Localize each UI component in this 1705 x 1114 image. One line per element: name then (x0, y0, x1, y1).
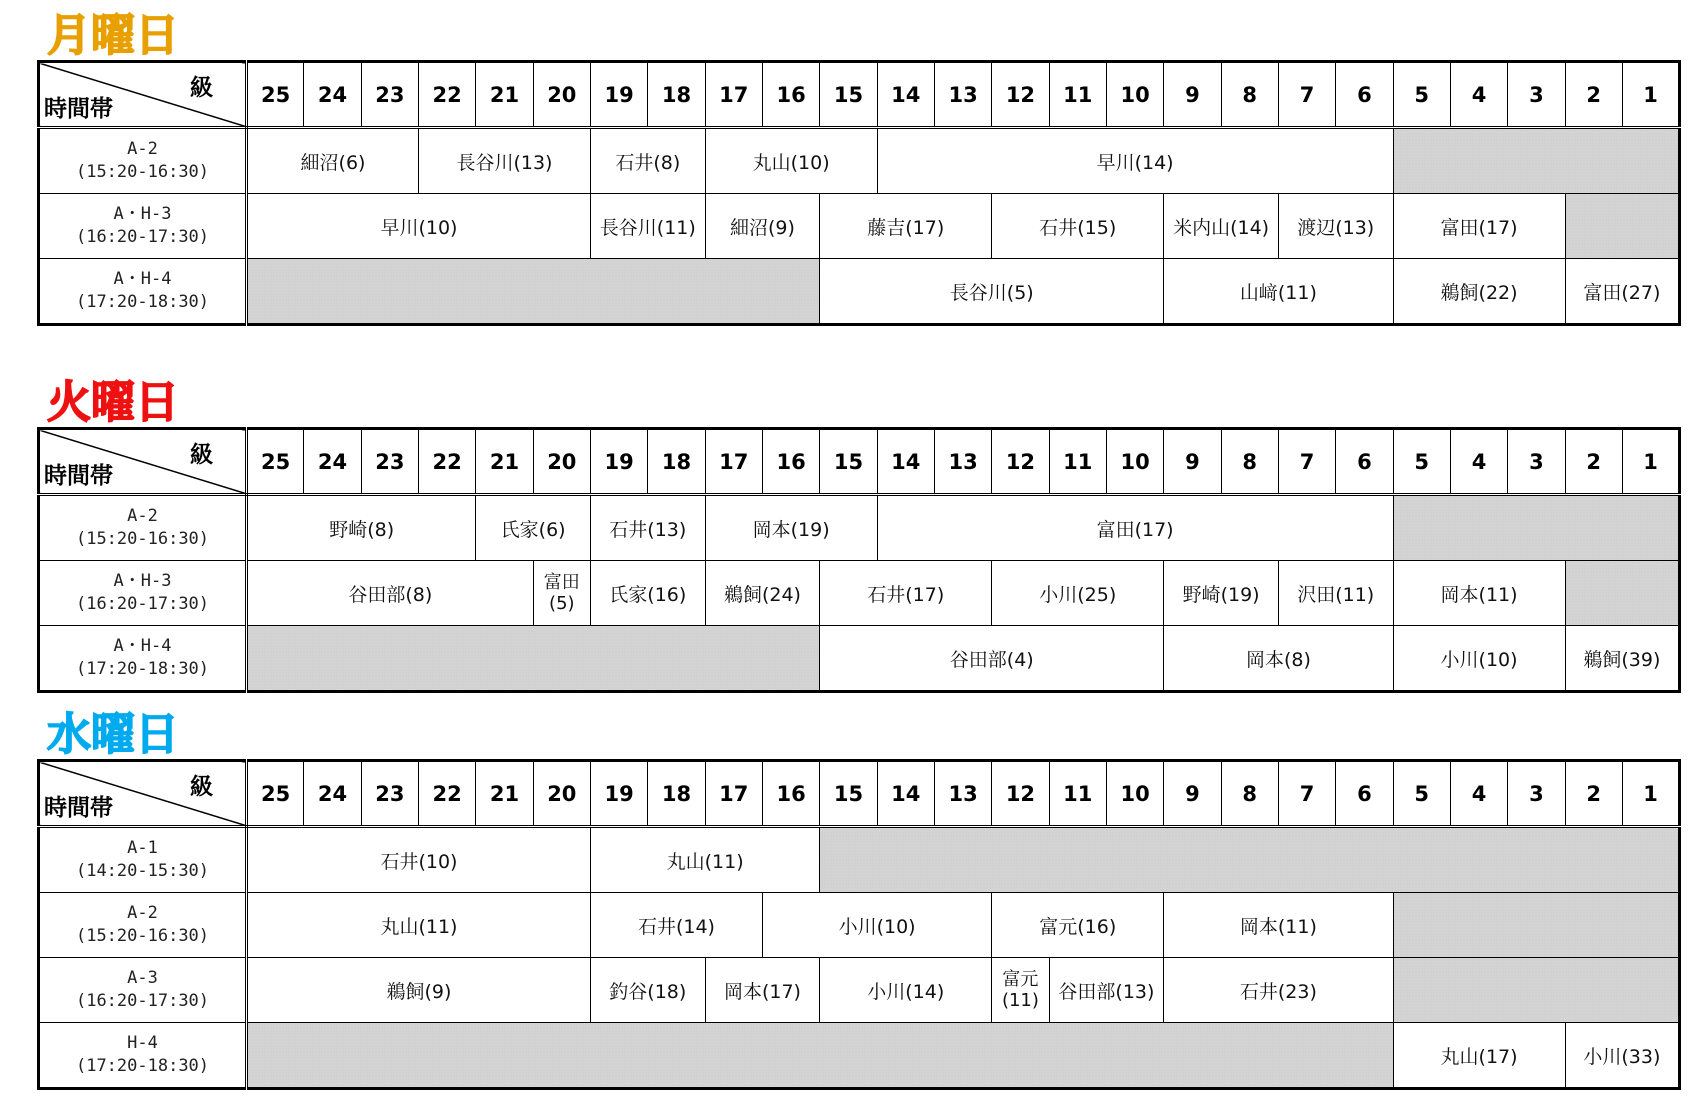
unavailable-cell (1393, 495, 1680, 561)
level-header-cell: 5 (1393, 429, 1450, 495)
instructor-cell: 富田 (5) (533, 561, 590, 626)
instructor-cell: 岡本(8) (1164, 626, 1393, 692)
time-slot-cell (39, 495, 247, 561)
instructor-cell: 早川(10) (247, 194, 591, 259)
level-header-cell: 4 (1450, 429, 1507, 495)
schedule-row (39, 626, 1680, 692)
level-header-cell: 13 (934, 429, 991, 495)
day-title-wednesday: 水曜日 (47, 709, 179, 760)
time-slot-range: (16:20-17:30) (75, 991, 210, 1011)
time-slot-range: (15:20-16:30) (75, 926, 210, 946)
level-header-cell: 16 (762, 62, 819, 128)
instructor-cell: 富元(16) (992, 893, 1164, 958)
unavailable-cell (1393, 128, 1680, 194)
time-header-label: 時間帯 (44, 795, 113, 821)
unavailable-cell (1393, 893, 1680, 958)
level-header-cell: 15 (820, 62, 877, 128)
time-slot-code: A・H-3 (113, 204, 172, 224)
instructor-cell: 氏家(6) (476, 495, 591, 561)
instructor-cell: 長谷川(5) (820, 259, 1164, 325)
day-title-monday: 月曜日 (47, 10, 179, 61)
level-header-cell: 24 (304, 429, 361, 495)
instructor-cell: 細沼(6) (247, 128, 419, 194)
instructor-cell: 鵜飼(9) (247, 958, 591, 1023)
level-header-cell: 9 (1164, 62, 1221, 128)
time-slot-range: (17:20-18:30) (75, 292, 210, 312)
level-header-cell: 5 (1393, 761, 1450, 827)
time-slot-cell (39, 561, 247, 626)
instructor-cell: 長谷川(13) (418, 128, 590, 194)
level-header-cell: 2 (1565, 62, 1622, 128)
level-header-cell: 8 (1221, 62, 1278, 128)
unavailable-cell (1393, 958, 1680, 1023)
instructor-cell: 氏家(16) (590, 561, 705, 626)
level-header-cell: 19 (590, 62, 647, 128)
level-header-cell: 11 (1049, 62, 1106, 128)
level-header-cell: 10 (1106, 761, 1163, 827)
instructor-cell: 長谷川(11) (590, 194, 705, 259)
level-header-cell: 20 (533, 62, 590, 128)
instructor-cell: 鵜飼(24) (705, 561, 820, 626)
instructor-cell: 岡本(11) (1164, 893, 1393, 958)
level-header-cell: 22 (418, 62, 475, 128)
unavailable-cell (247, 1023, 1394, 1089)
unavailable-cell (247, 626, 820, 692)
schedule-row (39, 827, 1680, 893)
level-header-cell: 3 (1508, 62, 1565, 128)
level-header-cell: 12 (992, 761, 1049, 827)
level-header-cell: 21 (476, 761, 533, 827)
time-slot-cell (39, 128, 247, 194)
instructor-cell: 丸山(11) (590, 827, 819, 893)
level-header-label: 級 (190, 442, 213, 468)
level-header-cell: 10 (1106, 429, 1163, 495)
instructor-cell: 丸山(10) (705, 128, 877, 194)
instructor-cell: 小川(10) (1393, 626, 1565, 692)
instructor-cell: 小川(33) (1565, 1023, 1680, 1089)
level-header-cell: 6 (1336, 62, 1393, 128)
level-header-cell: 24 (304, 62, 361, 128)
level-header-cell: 23 (361, 429, 418, 495)
instructor-cell: 富田(17) (1393, 194, 1565, 259)
instructor-cell: 石井(13) (590, 495, 705, 561)
schedule-row (39, 194, 1680, 259)
level-header-cell: 15 (820, 761, 877, 827)
level-header-cell: 21 (476, 62, 533, 128)
schedule-row (39, 561, 1680, 626)
level-header-cell: 4 (1450, 761, 1507, 827)
schedule-row (39, 1023, 1680, 1089)
schedule-row (39, 893, 1680, 958)
time-slot-code: H-4 (127, 1033, 158, 1053)
instructor-cell: 小川(25) (992, 561, 1164, 626)
schedule-table-tuesday (37, 427, 1681, 693)
schedule-table-wednesday (37, 759, 1681, 1090)
level-header-cell: 7 (1278, 429, 1335, 495)
level-header-cell: 11 (1049, 761, 1106, 827)
time-slot-range: (17:20-18:30) (75, 1056, 210, 1076)
level-header-cell: 3 (1508, 761, 1565, 827)
time-slot-cell (39, 194, 247, 259)
unavailable-cell (1565, 194, 1680, 259)
level-header-cell: 9 (1164, 429, 1221, 495)
level-header-cell: 17 (705, 62, 762, 128)
time-header-label: 時間帯 (44, 96, 113, 122)
level-header-cell: 6 (1336, 761, 1393, 827)
time-slot-range: (15:20-16:30) (75, 162, 210, 182)
level-header-cell: 24 (304, 761, 361, 827)
time-slot-cell (39, 1023, 247, 1089)
header-corner-cell (39, 429, 247, 495)
instructor-cell: 丸山(17) (1393, 1023, 1565, 1089)
time-slot-code: A-1 (127, 838, 158, 858)
level-header-cell: 12 (992, 62, 1049, 128)
header-corner-cell (39, 62, 247, 128)
instructor-cell: 小川(14) (820, 958, 992, 1023)
instructor-cell: 谷田部(4) (820, 626, 1164, 692)
instructor-cell: 野崎(19) (1164, 561, 1279, 626)
instructor-cell: 山﨑(11) (1164, 259, 1393, 325)
instructor-cell: 谷田部(13) (1049, 958, 1164, 1023)
header-row (39, 761, 1680, 827)
time-slot-range: (15:20-16:30) (75, 529, 210, 549)
level-header-cell: 1 (1622, 62, 1679, 128)
instructor-cell: 石井(8) (590, 128, 705, 194)
level-header-cell: 13 (934, 761, 991, 827)
level-header-cell: 22 (418, 761, 475, 827)
instructor-cell: 細沼(9) (705, 194, 820, 259)
instructor-cell: 岡本(17) (705, 958, 820, 1023)
instructor-cell: 米内山(14) (1164, 194, 1279, 259)
level-header-cell: 21 (476, 429, 533, 495)
level-header-cell: 1 (1622, 429, 1679, 495)
instructor-cell: 石井(17) (820, 561, 992, 626)
level-header-cell: 7 (1278, 62, 1335, 128)
time-slot-cell (39, 958, 247, 1023)
level-header-cell: 20 (533, 761, 590, 827)
level-header-cell: 25 (247, 761, 304, 827)
instructor-cell: 鵜飼(22) (1393, 259, 1565, 325)
instructor-cell: 早川(14) (877, 128, 1393, 194)
day-title-tuesday: 火曜日 (47, 377, 179, 428)
instructor-cell: 岡本(19) (705, 495, 877, 561)
level-header-cell: 18 (648, 62, 705, 128)
time-slot-range: (17:20-18:30) (75, 659, 210, 679)
level-header-cell: 2 (1565, 761, 1622, 827)
time-slot-code: A・H-3 (113, 571, 172, 591)
instructor-cell: 石井(14) (590, 893, 762, 958)
instructor-cell: 野崎(8) (247, 495, 476, 561)
header-corner-cell (39, 761, 247, 827)
level-header-cell: 15 (820, 429, 877, 495)
unavailable-cell (1565, 561, 1680, 626)
level-header-cell: 16 (762, 761, 819, 827)
instructor-cell: 小川(10) (762, 893, 991, 958)
unavailable-cell (247, 259, 820, 325)
level-header-cell: 4 (1450, 62, 1507, 128)
time-slot-code: A-2 (127, 139, 158, 159)
level-header-cell: 5 (1393, 62, 1450, 128)
level-header-cell: 12 (992, 429, 1049, 495)
level-header-cell: 19 (590, 429, 647, 495)
time-slot-range: (16:20-17:30) (75, 594, 210, 614)
time-slot-cell (39, 626, 247, 692)
header-row (39, 429, 1680, 495)
level-header-cell: 20 (533, 429, 590, 495)
instructor-cell: 藤吉(17) (820, 194, 992, 259)
level-header-cell: 19 (590, 761, 647, 827)
instructor-cell: 富元 (11) (992, 958, 1049, 1023)
time-header-label: 時間帯 (44, 463, 113, 489)
time-slot-range: (16:20-17:30) (75, 227, 210, 247)
level-header-cell: 7 (1278, 761, 1335, 827)
schedule-table-monday (37, 60, 1681, 326)
time-slot-range: (14:20-15:30) (75, 861, 210, 881)
instructor-cell: 富田(17) (877, 495, 1393, 561)
time-slot-cell (39, 893, 247, 958)
instructor-cell: 鵜飼(39) (1565, 626, 1680, 692)
level-header-cell: 13 (934, 62, 991, 128)
level-header-label: 級 (190, 75, 213, 101)
instructor-cell: 谷田部(8) (247, 561, 534, 626)
level-header-cell: 25 (247, 62, 304, 128)
level-header-cell: 23 (361, 62, 418, 128)
schedule-row (39, 128, 1680, 194)
instructor-cell: 石井(10) (247, 827, 591, 893)
level-header-cell: 14 (877, 429, 934, 495)
level-header-cell: 17 (705, 429, 762, 495)
time-slot-code: A-2 (127, 903, 158, 923)
schedule-row (39, 259, 1680, 325)
time-slot-code: A・H-4 (113, 269, 172, 289)
time-slot-code: A-3 (127, 968, 158, 988)
level-header-cell: 14 (877, 761, 934, 827)
level-header-cell: 8 (1221, 761, 1278, 827)
level-header-cell: 8 (1221, 429, 1278, 495)
level-header-cell: 18 (648, 761, 705, 827)
level-header-cell: 3 (1508, 429, 1565, 495)
level-header-cell: 6 (1336, 429, 1393, 495)
instructor-cell: 渡辺(13) (1278, 194, 1393, 259)
level-header-cell: 17 (705, 761, 762, 827)
level-header-label: 級 (190, 774, 213, 800)
level-header-cell: 22 (418, 429, 475, 495)
time-slot-cell (39, 827, 247, 893)
instructor-cell: 富田(27) (1565, 259, 1680, 325)
time-slot-code: A・H-4 (113, 636, 172, 656)
instructor-cell: 石井(23) (1164, 958, 1393, 1023)
level-header-cell: 9 (1164, 761, 1221, 827)
unavailable-cell (820, 827, 1680, 893)
level-header-cell: 1 (1622, 761, 1679, 827)
level-header-cell: 16 (762, 429, 819, 495)
level-header-cell: 23 (361, 761, 418, 827)
header-row (39, 62, 1680, 128)
level-header-cell: 10 (1106, 62, 1163, 128)
instructor-cell: 丸山(11) (247, 893, 591, 958)
schedule-row (39, 495, 1680, 561)
instructor-cell: 沢田(11) (1278, 561, 1393, 626)
level-header-cell: 2 (1565, 429, 1622, 495)
instructor-cell: 石井(15) (992, 194, 1164, 259)
instructor-cell: 岡本(11) (1393, 561, 1565, 626)
time-slot-code: A-2 (127, 506, 158, 526)
level-header-cell: 18 (648, 429, 705, 495)
schedule-row (39, 958, 1680, 1023)
time-slot-cell (39, 259, 247, 325)
level-header-cell: 11 (1049, 429, 1106, 495)
level-header-cell: 25 (247, 429, 304, 495)
instructor-cell: 釣谷(18) (590, 958, 705, 1023)
level-header-cell: 14 (877, 62, 934, 128)
